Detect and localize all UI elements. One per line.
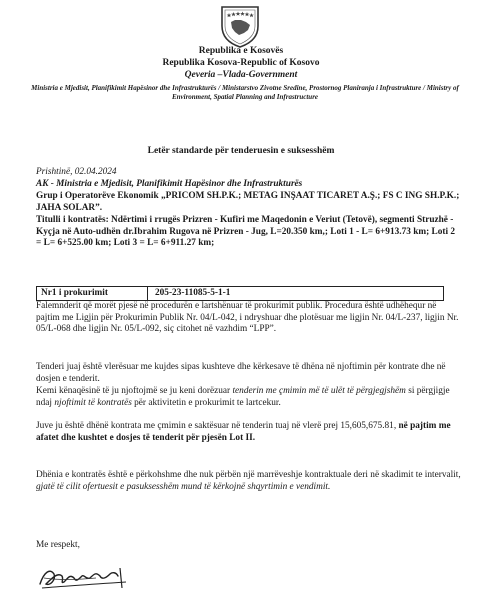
provisional-review: gjatë të cilit ofertuesit e pasuksesshëm mund të kërkojnë shqyrtimin e vendimit. (36, 481, 331, 492)
paragraph-award (36, 421, 462, 444)
paragraph-evaluation: Tenderi juaj është vlerësuar me kujdes sipas kushteve dhe kërkesave të dhëna në njoftimin për kontrate dhe në dosjen e tenderit. (36, 362, 446, 384)
notification-text-3: për aktivitetin e prokurimit te lartcekur. (131, 397, 281, 408)
paragraph-notification (36, 386, 462, 409)
paragraph-provisional (36, 470, 462, 493)
provisional-text: Dhënia e kontratës është e përkohshme dhe nuk përbën një marrëveshje kontraktuale deri në skadimit te intervalit, (36, 470, 461, 480)
header-ministry: Ministria e Mjedisit, Planifikimit Hapësinor dhe Infrastrukturës / Ministarstvo Zivotne Sredine, Prostornog Planiranja i Infrastrukture / Ministry of Environment, Spatial Planning and Infrastructure (31, 84, 459, 101)
header-republic-line: Republika e Kosovës (198, 46, 284, 56)
notification-text-1: Kemi kënaqësinë të ju njoftojmë se ju keni dorëzuar (36, 386, 233, 396)
place-date: Prishtinë, 02.04.2024 (36, 167, 117, 177)
handwritten-signature (36, 554, 146, 594)
paragraph-thanks: Falemnderit që morët pjesë në procedurën e lartshënuar të prokurimit publik. Procedura është udhëhequr në pajtim me Ligjin për Prokurimin Publik Nr. 04/L-042, i ndryshuar dhe plotësuar me ligjin Nr. 04/L-237, ligjin Nr. 05/L-068 dhe ligjin Nr. 05/L-092, siç citohet në vazhdim “LPP”. (36, 301, 459, 335)
procurement-number-box (36, 286, 444, 301)
procurement-number-label: Nr1 i prokurimit (41, 288, 108, 298)
contracting-authority: AK - Ministria e Mjedisit, Planifikimit Hapësinor dhe Infrastrukturës (36, 179, 303, 189)
contract-title: Titulli i kontratës: Ndërtimi i rrugës Prizren - Kufiri me Maqedonin e Veriut (Tetovë), segmenti Struzhë - Kyçja në Auto-udhën dr.Ibrahim Rugova në Prizren - Jug, L=20.350 km,; Loti 1 - L= 6+913.73 km; Loti 2 = L= 6+525.00 km; Loti 3 = L= 6+911.27 km; (36, 215, 456, 249)
notification-lowest-price: tenderin me çmimin më të ulët të përgjegjshëm (232, 386, 406, 396)
closing-regards: Me respekt, (36, 540, 80, 550)
award-text: Juve ju është dhënë kontrata me çmimin e saktësuar në tenderin tuaj në vlerë prej 15,605,675.81, (36, 421, 399, 431)
letter-title: Letër standarde për tenderuesin e suksesshëm (147, 146, 335, 156)
economic-operators: Grup i Operatorëve Ekonomik „PRICOM SH.P.K.; METAG INŞAAT TICARET A.Ş.; FS C ING SH.P.K.; JAHA SOLAR”. (36, 191, 460, 213)
notification-contract-notice: njoftimit të kontratës (54, 397, 132, 408)
kosovo-coat-of-arms-icon (219, 4, 261, 48)
procurement-number-value: 205-23-11085-5-1-1 (155, 288, 231, 298)
procurement-box-divider (147, 287, 148, 300)
header-government: Qeveria –Vlada-Government (184, 70, 298, 80)
award-terms: në pajtim me afatet dhe kushtet e dosjes të tenderit për pjesën Lot II. (36, 421, 451, 443)
header-republic-trilingual: Republika Kosova-Republic of Kosovo (162, 58, 320, 68)
notification-text-2: si përgjigje ndaj (36, 386, 450, 408)
